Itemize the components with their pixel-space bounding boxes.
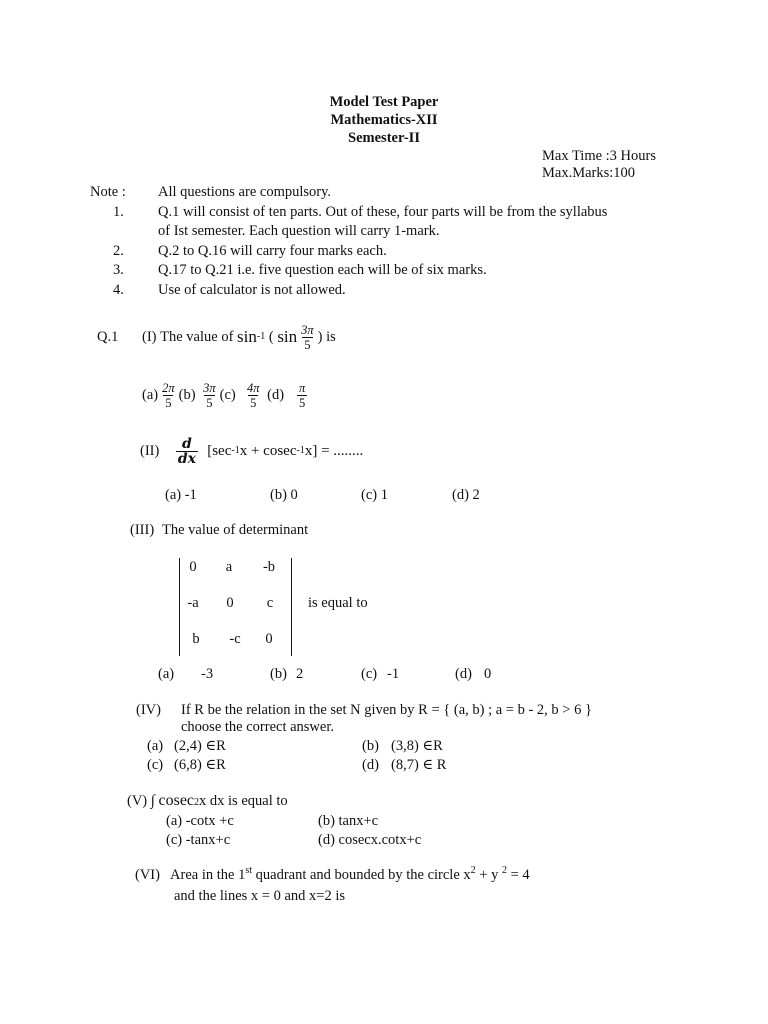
matrix-cell: 0 [226, 595, 234, 611]
close-paren: ) [317, 329, 323, 345]
matrix-cell: -b [262, 559, 276, 575]
fraction-numerator: 2π [162, 380, 175, 395]
question-label: Q.1 [97, 329, 119, 345]
function-name: cosec [158, 792, 195, 809]
part-text-continued: and the lines x = 0 and x=2 is [174, 888, 345, 904]
option-label: (b) [362, 738, 379, 754]
matrix-cell: -c [229, 631, 241, 647]
option-label: (d) [455, 666, 472, 682]
superscript: 2 [501, 865, 507, 876]
option-label: (b) [178, 387, 196, 403]
paper-subject: Mathematics-XII [330, 112, 438, 128]
option: (d) 2 [452, 487, 480, 503]
part-text: + y [475, 867, 502, 883]
option-value: (3,8) ∈R [391, 738, 443, 754]
note-item-text: Q.2 to Q.16 will carry four marks each. [158, 243, 387, 259]
option-fraction [297, 381, 307, 410]
option: (a) -cotx +c [166, 813, 234, 829]
derivative-operator [176, 437, 198, 466]
open-paren: ( [268, 329, 274, 345]
option: (c) -tanx+c [166, 832, 231, 848]
matrix-cell: 0 [265, 631, 273, 647]
note-item-text: Q.17 to Q.21 i.e. five question each will be of six marks. [158, 262, 487, 278]
fraction-denominator: 5 [304, 337, 311, 352]
note-item-text: Use of calculator is not allowed. [158, 282, 346, 298]
option: (a) -1 [165, 487, 197, 503]
option-value: 0 [484, 666, 492, 682]
paper-title: Model Test Paper [329, 94, 439, 110]
fraction [299, 323, 316, 352]
part-label: (V) [127, 793, 148, 809]
expression-part: x] = ........ [304, 443, 364, 459]
option-value: -3 [201, 666, 214, 682]
question-part-VI [135, 866, 530, 884]
part-text: Area in the 1 [170, 867, 246, 883]
part-text: The value of determinant [162, 522, 309, 538]
part-text: quadrant and bounded by the circle x [252, 867, 471, 883]
part-label: (I) [142, 329, 157, 345]
fraction-denominator: 5 [165, 395, 172, 410]
option: (c) 1 [361, 487, 388, 503]
option-label: (d) [267, 387, 285, 403]
part-label: (VI) [135, 867, 160, 883]
matrix-cell: -a [187, 595, 199, 611]
superscript: 2 [470, 865, 476, 876]
part-suffix: is [326, 329, 336, 345]
fraction-numerator: 3π [301, 322, 314, 337]
derivative-denominator: dx [177, 450, 196, 467]
question-part-I: (I) The value of sin -1 ( sin $\frac{3\pi}{5}$ ) is [142, 315, 336, 359]
integral-sign: ∫ [150, 793, 155, 809]
option-label: (c) [219, 387, 236, 403]
note-item-number: 1. [113, 204, 124, 220]
option-fraction [201, 381, 218, 410]
option: (b) 0 [270, 487, 298, 503]
paper-semester: Semester-II [348, 130, 420, 146]
superscript: st [245, 865, 253, 876]
part-text-continued: choose the correct answer. [181, 719, 334, 735]
part-rest: x dx is equal to [199, 793, 288, 809]
note-item-number: 2. [113, 243, 124, 259]
note-label: Note : [90, 184, 126, 200]
option-label: (a) [142, 387, 159, 403]
part-I-options [142, 375, 309, 415]
fraction-numerator: 3π [203, 380, 216, 395]
note-item-number: 3. [113, 262, 124, 278]
part-suffix: is equal to [308, 595, 368, 611]
expression-part: x + cosec [239, 443, 297, 459]
question-part-II: (II) $\frac{d}{dx}$ [sec -1 x + cosec -1 x] = ........ [140, 435, 364, 467]
option-value: (6,8) ∈R [174, 757, 226, 773]
option-value: 2 [296, 666, 304, 682]
part-text: = 4 [506, 867, 530, 883]
note-item-number: 4. [113, 282, 124, 298]
note-intro: All questions are compulsory. [158, 184, 332, 200]
option-value: (2,4) ∈R [174, 738, 226, 754]
option-fraction [160, 381, 177, 410]
option-label: (a) [147, 738, 164, 754]
matrix-cell: 0 [189, 559, 197, 575]
part-prefix: The value of [160, 329, 234, 345]
option-label: (d) [362, 757, 379, 773]
option-label: (a) [158, 666, 175, 682]
matrix-cell: c [266, 595, 274, 611]
expression-part: [sec [207, 443, 232, 459]
max-time: Max Time :3 Hours [542, 148, 657, 164]
matrix-cell: b [192, 631, 200, 647]
inverse-sine: sin [237, 327, 257, 346]
determinant-right-bar [291, 558, 292, 656]
part-label: (II) [140, 443, 160, 459]
option: (b) tanx+c [318, 813, 379, 829]
part-label: (III) [130, 522, 155, 538]
option-fraction [245, 381, 262, 410]
fraction-numerator: 4π [247, 380, 260, 395]
part-text: If R be the relation in the set N given by R = { (a, b) ; a = b - 2, b > 6 } [181, 702, 592, 718]
option: (d) cosecx.cotx+c [318, 832, 422, 848]
sine: sin [277, 327, 298, 346]
option-value: -1 [387, 666, 400, 682]
option-label: (c) [361, 666, 378, 682]
fraction-denominator: 5 [298, 395, 306, 410]
matrix-cell: a [225, 559, 233, 575]
part-label: (IV) [136, 702, 161, 718]
option-value: (8,7) ∈ R [391, 757, 447, 773]
note-item-text-continued: of Ist semester. Each question will carry 1-mark. [158, 223, 440, 239]
fraction-denominator: 5 [206, 395, 213, 410]
option-label: (b) [270, 666, 287, 682]
note-item-text: Q.1 will consist of ten parts. Out of these, four parts will be from the syllabus [158, 204, 608, 220]
question-part-V: (V) ∫ cosec 2 x dx is equal to [127, 792, 288, 809]
option-label: (c) [147, 757, 164, 773]
derivative-numerator: d [182, 435, 192, 452]
fraction-numerator: π [298, 380, 306, 395]
max-marks: Max.Marks:100 [542, 165, 636, 181]
fraction-denominator: 5 [250, 395, 257, 410]
